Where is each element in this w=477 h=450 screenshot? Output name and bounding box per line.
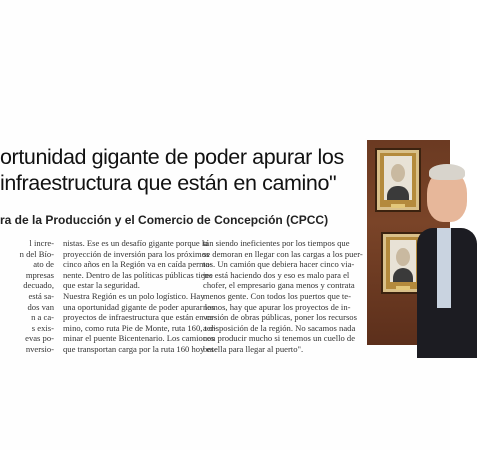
body-line: menos gente. Con todos los puertos que te- — [203, 290, 351, 301]
body-line: versión de obras públicas, poner los recursos — [203, 312, 357, 323]
body-line: una oportunidad gigante de poder apurar los — [63, 301, 215, 312]
body-line: nemos, hay que apurar los proyectos de in- — [203, 301, 351, 312]
body-column-1 — [0, 238, 54, 355]
portrait-plaque — [391, 204, 405, 208]
body-line: nistas. Ese es un desafío gigante porque la — [63, 238, 209, 248]
interviewee-photo — [367, 140, 450, 345]
body-line: con producir mucho si tenemos un cuello de — [203, 333, 356, 344]
body-line: evas po- — [25, 333, 54, 344]
interviewee-figure — [411, 160, 471, 350]
headline-line: infraestructura que están en camino" — [0, 171, 337, 195]
body-column-3 — [203, 238, 365, 355]
body-line: proyección de inversión para los próximos — [63, 248, 210, 259]
body-line: s exis- — [31, 322, 54, 333]
body-line: n del Bío- — [19, 248, 54, 259]
body-line: está sa- — [28, 290, 54, 301]
article-headline — [0, 144, 362, 196]
body-line: Nuestra Región es un polo logístico. Hay — [63, 290, 205, 301]
body-line: tán siendo ineficientes por los tiempos que — [203, 238, 350, 248]
body-line: dos van — [27, 301, 54, 312]
body-line: l incre- — [29, 238, 54, 248]
body-line: ato de — [33, 259, 54, 270]
body-line: jes está haciendo dos y eso es malo para el — [203, 269, 350, 280]
body-line: n a ca- — [31, 312, 54, 323]
body-line: chofer, el empresario gana menos y contrata — [203, 280, 355, 291]
body-line: mino, como ruta Pie de Monte, ruta 160, ter- — [63, 322, 217, 333]
body-line: cinco años en la Región va en caída perma- — [63, 259, 213, 270]
portrait-plaque — [396, 286, 410, 290]
body-line: tos. Un camión que debiera hacer cinco via- — [203, 259, 355, 270]
body-line: proyectos de infraestructura que están en ca- — [63, 312, 217, 323]
body-line: que estar la seguridad. — [63, 280, 140, 291]
body-line: a disposición de la región. No sacamos nada — [203, 322, 356, 333]
organization-line: ra de la Producción y el Comercio de Concepción (CPCC) — [0, 213, 329, 227]
body-line: botella para llegar al puerto". — [203, 343, 304, 354]
body-column-2 — [63, 238, 217, 355]
body-line: que transportan carga por la ruta 160 hoy es- — [63, 343, 217, 354]
body-line: decuado, — [23, 280, 54, 291]
body-line: minar el puente Bicentenario. Los camiones — [63, 333, 215, 344]
body-line: nente. Dentro de las políticas públicas tiene — [63, 269, 213, 280]
headline-line: ortunidad gigante de poder apurar los — [0, 145, 344, 169]
body-line: nversio- — [25, 343, 54, 354]
body-line: mpresas — [25, 269, 54, 280]
body-line: se demoran en llegar con las cargas a los puer- — [203, 248, 363, 259]
